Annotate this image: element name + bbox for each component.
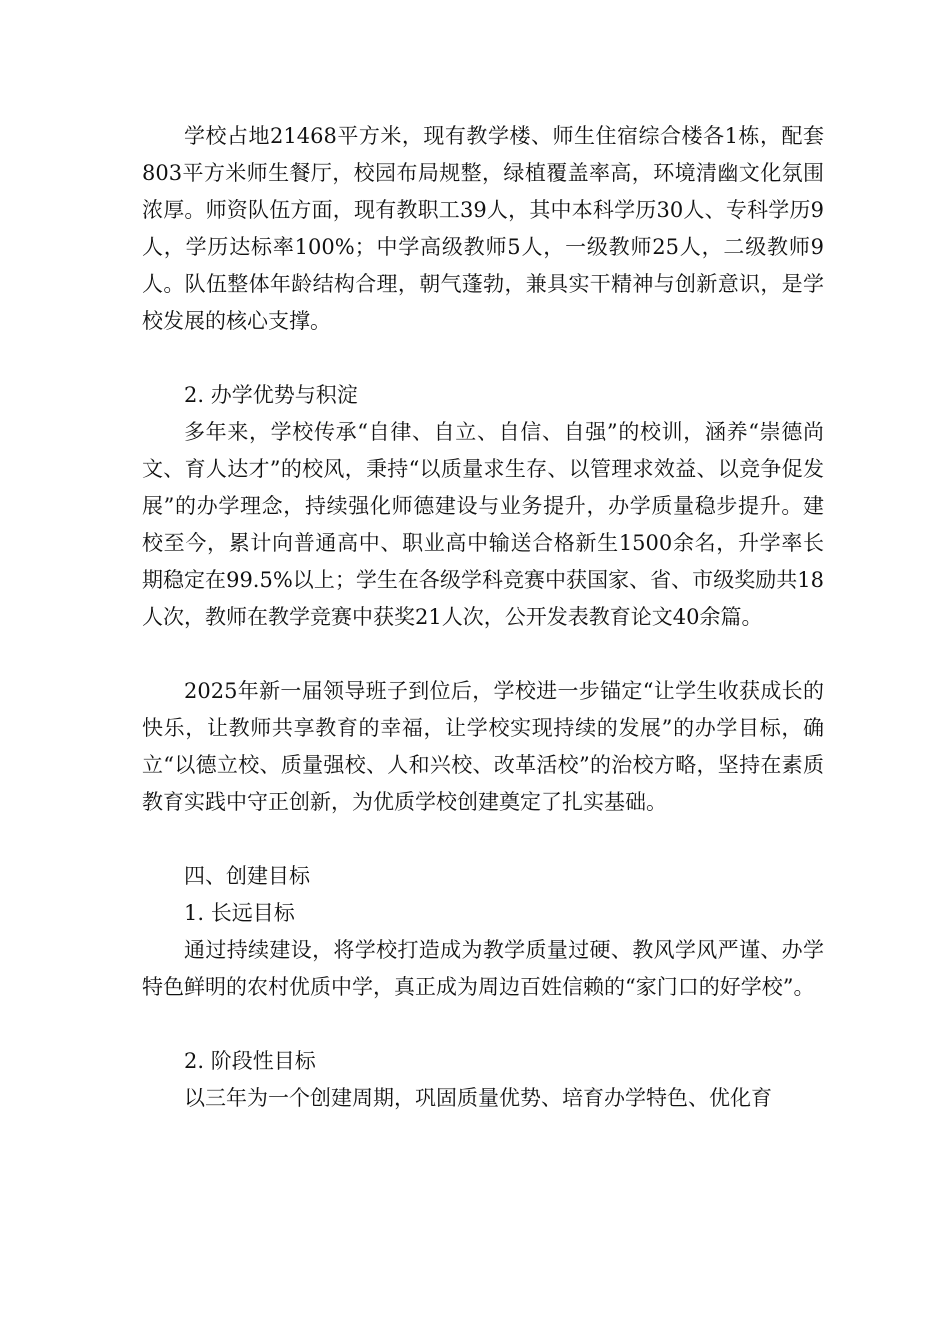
spacer — [142, 821, 824, 858]
spacer — [142, 1006, 824, 1043]
paragraph-school-overview: 学校占地21468平方米，现有教学楼、师生住宿综合楼各1栋，配套803平方米师生餐厅，校园布局规整，绿植覆盖率高，环境清幽文化氛围浓厚。师资队伍方面，现有教职工39人，其中本科学历30人、专科学历9人，学历达标率100%；中学高级教师5人，一级教师25人，二级教师9人。队伍整体年龄结构合理，朝气蓬勃，兼具实干精神与创新意识，是学校发展的核心支撑。 — [142, 124, 824, 333]
paragraph-school-achievements: 多年来，学校传承“自律、自立、自信、自强”的校训，涵养“崇德尚文、育人达才”的校风，秉持“以质量求生存、以管理求效益、以竞争促发展”的办学理念，持续强化师德建设与业务提升，办学质量稳步提升。建校至今，累计向普通高中、职业高中输送合格新生1500余名，升学率长期稳定在99.5%以上；学生在各级学科竞赛中获国家、省、市级奖励共18人次，教师在教学竞赛中获奖21人次，公开发表教育论文40余篇。 — [142, 420, 824, 629]
paragraph-leadership-goals: 2025年新一届领导班子到位后，学校进一步锚定“让学生收获成长的快乐，让教师共享教育的幸福，让学校实现持续的发展”的办学目标，确立“以德立校、质量强校、人和兴校、改革活校”的治校方略，坚持在素质教育实践中守正创新，为优质学校创建奠定了扎实基础。 — [142, 679, 824, 814]
heading-stage-goal: 2. 阶段性目标 — [184, 1049, 316, 1073]
spacer — [142, 340, 824, 377]
spacer — [142, 636, 824, 673]
heading-long-term-goal: 1. 长远目标 — [184, 901, 295, 925]
heading-school-advantages: 2. 办学优势与积淀 — [184, 383, 358, 407]
paragraph-stage-goal: 以三年为一个创建周期，巩固质量优势、培育办学特色、优化育 — [184, 1086, 772, 1110]
heading-section-four: 四、创建目标 — [184, 864, 310, 888]
document-page — [142, 118, 824, 1117]
paragraph-long-term-goal: 通过持续建设，将学校打造成为教学质量过硬、教风学风严谨、办学特色鲜明的农村优质中学，真正成为周边百姓信赖的“家门口的好学校”。 — [142, 938, 824, 999]
